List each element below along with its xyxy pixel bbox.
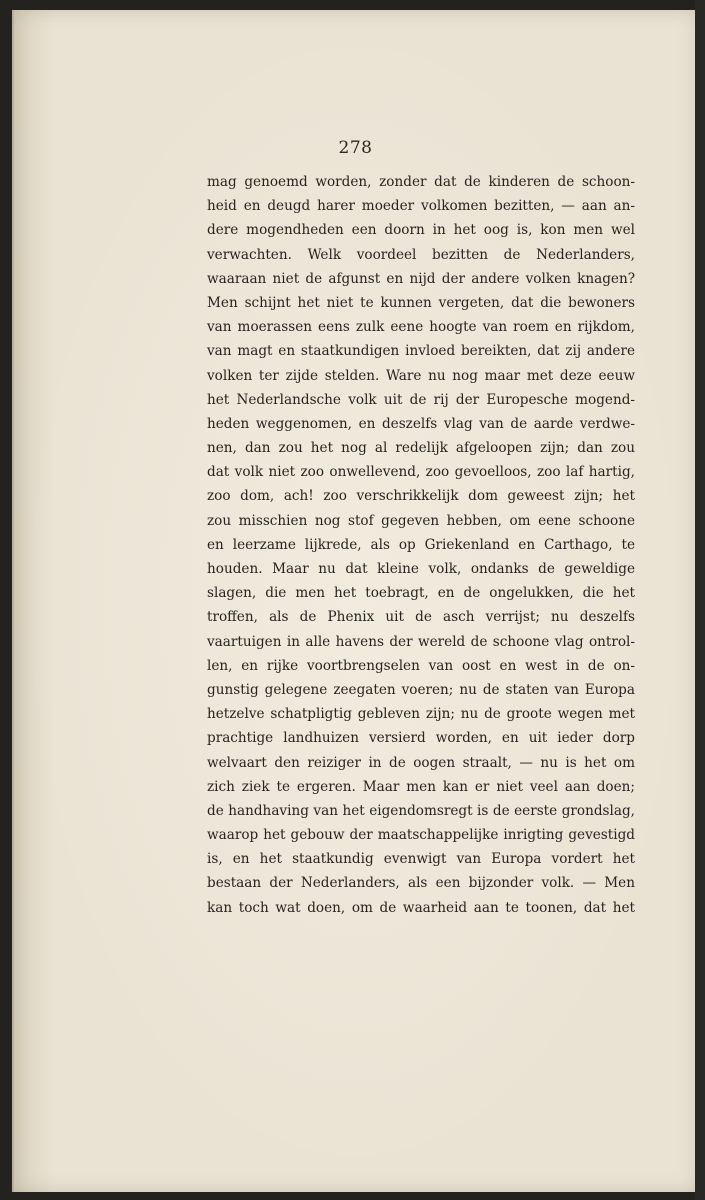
text-line: troffen, als de Phenix uit de asch verrijst; nu deszelfs: [207, 609, 635, 626]
text-line: de handhaving van het eigendomsregt is de eerste grondslag,: [207, 802, 635, 819]
scan-edge: [695, 0, 705, 1200]
text-line: Men schijnt het niet te kunnen vergeten, dat die bewoners: [207, 294, 635, 311]
text-line: slagen, die men het toebragt, en de ongelukken, die het: [207, 585, 635, 602]
page-number: 278: [338, 138, 373, 158]
text-line: volken ter zijde stelden. Ware nu nog maar met deze eeuw: [207, 367, 635, 384]
text-line: zich ziek te ergeren. Maar men kan er niet veel aan doen;: [207, 778, 635, 795]
text-line: nen, dan zou het nog al redelijk afgeloopen zijn; dan zou: [207, 440, 635, 457]
text-line: len, en rijke voortbrengselen van oost en west in de on-: [207, 657, 635, 674]
text-line: zoo dom, ach! zoo verschrikkelijk dom geweest zijn; het: [207, 488, 635, 505]
text-line: waarop het gebouw der maatschappelijke inrigting gevestigd: [207, 827, 635, 844]
text-line: heid en deugd harer moeder volkomen bezitten, — aan an-: [207, 198, 635, 215]
text-line: gunstig gelegene zeegaten voeren; nu de staten van Europa: [207, 681, 635, 698]
book-page: [12, 10, 697, 1192]
text-line: welvaart den reiziger in de oogen straalt, — nu is het om: [207, 754, 635, 771]
text-line: waaraan niet de afgunst en nijd der andere volken knagen?: [207, 270, 635, 287]
text-line: het Nederlandsche volk uit de rij der Europesche mogend-: [207, 391, 635, 408]
text-line: en leerzame lijkrede, als op Griekenland en Carthago, te: [207, 536, 635, 553]
text-line: dere mogendheden een doorn in het oog is, kon men wel: [207, 222, 635, 239]
text-line: hetzelve schatpligtig gebleven zijn; nu de groote wegen met: [207, 706, 635, 723]
text-line: van magt en staatkundigen invloed bereikten, dat zij andere: [207, 343, 635, 360]
text-line: mag genoemd worden, zonder dat de kinderen de schoon-: [207, 174, 635, 190]
text-line: is, en het staatkundig evenwigt van Europa vordert het: [207, 851, 635, 868]
text-line: verwachten. Welk voordeel bezitten de Nederlanders,: [207, 246, 635, 263]
text-line: zou misschien nog stof gegeven hebben, om eene schoone: [207, 512, 635, 529]
text-line: bestaan der Nederlanders, als een bijzonder volk. — Men: [207, 875, 635, 892]
text-line: heden weggenomen, en deszelfs vlag van de aarde verdwe-: [207, 415, 635, 432]
body-text: [207, 170, 635, 920]
text-line: houden. Maar nu dat kleine volk, ondanks de geweldige: [207, 561, 635, 577]
text-line: van moerassen eens zulk eene hoogte van roem en rijkdom,: [207, 319, 635, 336]
text-line: vaartuigen in alle havens der wereld de schoone vlag ontrol-: [207, 633, 635, 650]
text-line: kan toch wat doen, om de waarheid aan te toonen, dat het: [207, 899, 635, 916]
text-line: prachtige landhuizen versierd worden, en uit ieder dorp: [207, 730, 635, 747]
text-line: dat volk niet zoo onwellevend, zoo gevoelloos, zoo laf hartig,: [207, 464, 635, 481]
